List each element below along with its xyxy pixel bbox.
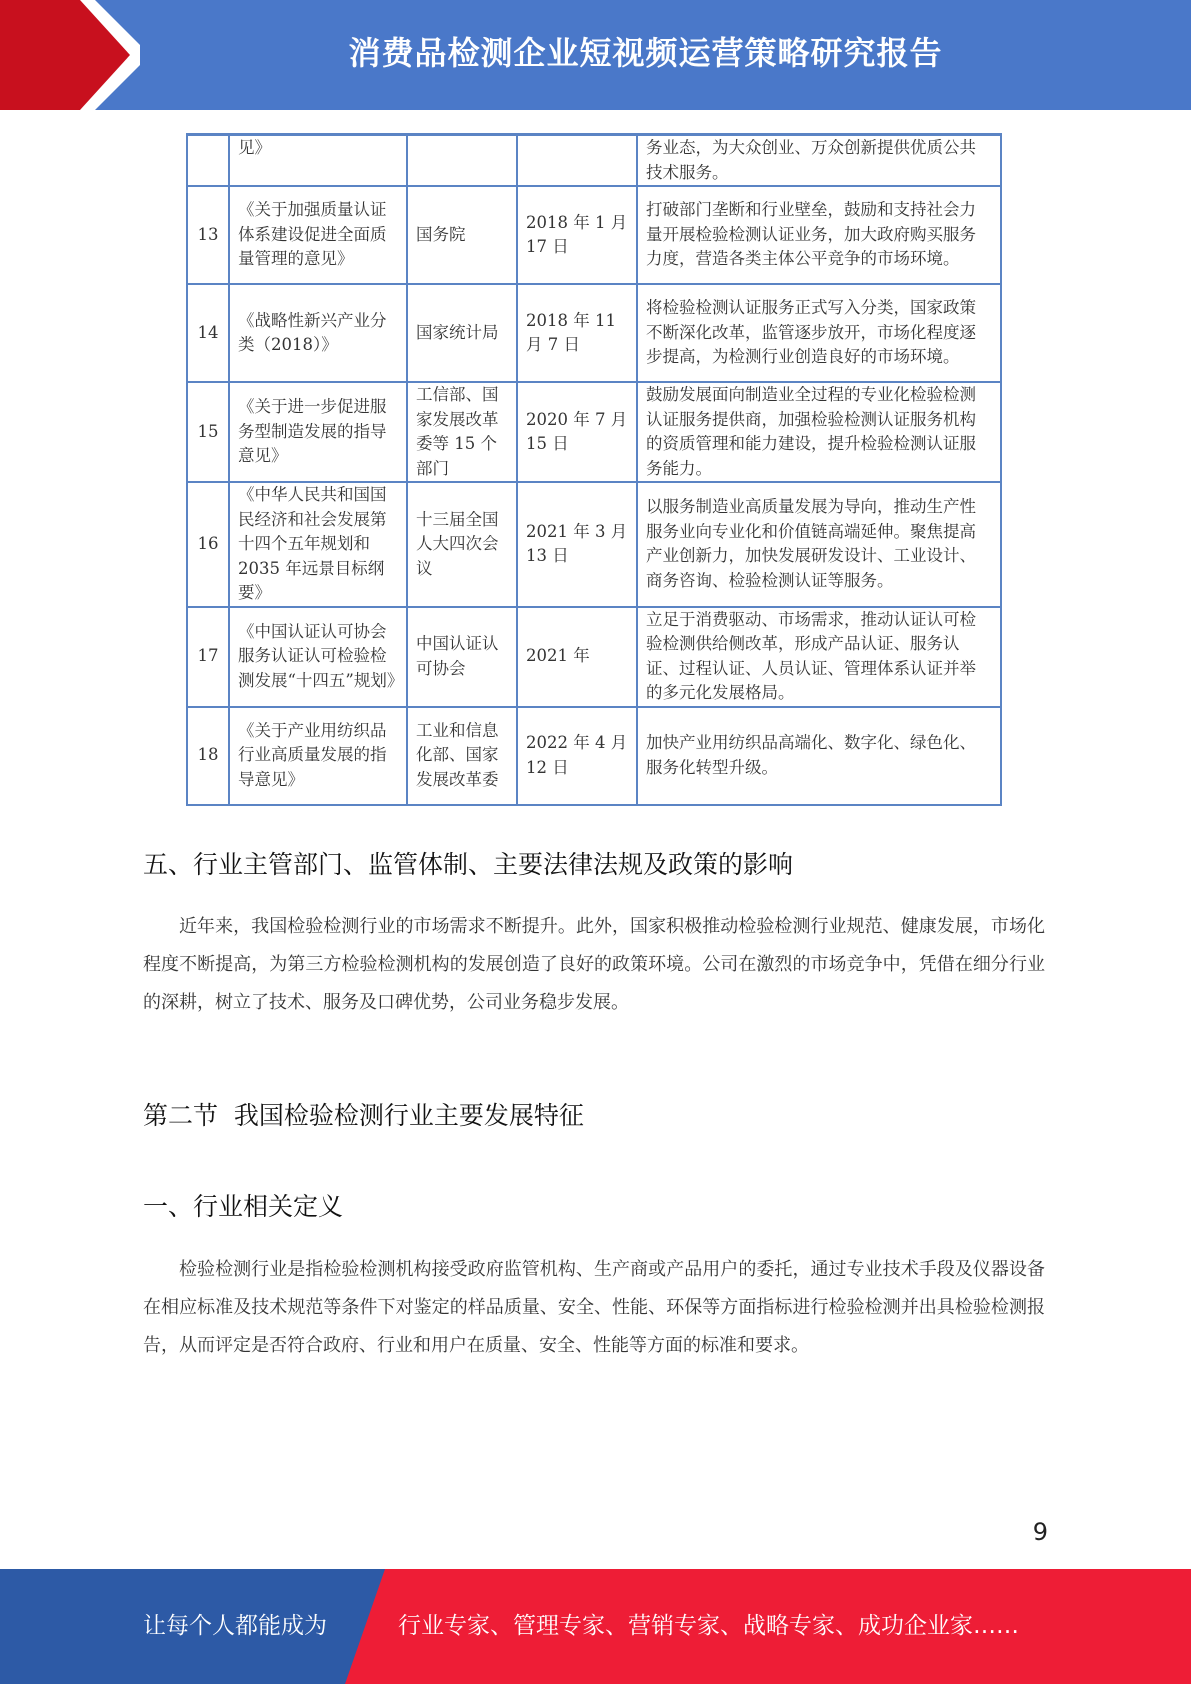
table-cell-date: 2018 年 1 月 17 日 <box>517 186 637 284</box>
report-title: 消费品检测企业短视频运营策略研究报告 <box>348 34 943 72</box>
table-cell-number: 16 <box>187 482 229 607</box>
table-cell-issuer: 国务院 <box>407 186 517 284</box>
table-cell-date <box>517 135 637 186</box>
table-cell-content: 鼓励发展面向制造业全过程的专业化检验检测认证服务提供商，加强检验检测认证服务机构的资质管理和能力建设，提升检验检测认证服务能力。 <box>637 382 1001 482</box>
table-cell-issuer <box>407 135 517 186</box>
section-heading-regulation: 五、行业主管部门、监管体制、主要法律法规及政策的影响 <box>143 850 794 879</box>
table-cell-policy-name: 《关于产业用纺织品行业高质量发展的指导意见》 <box>229 707 407 805</box>
section-heading-definition: 一、行业相关定义 <box>143 1192 344 1221</box>
footer-slogan-right: 行业专家、管理专家、营销专家、战略专家、成功企业家…… <box>398 1613 1019 1639</box>
footer-banner <box>0 1569 1191 1684</box>
header-arrow-decoration <box>0 0 140 110</box>
header-banner <box>0 0 1191 110</box>
table-cell-policy-name: 《关于加强质量认证体系建设促进全面质量管理的意见》 <box>229 186 407 284</box>
table-row <box>187 382 1001 482</box>
table-cell-issuer: 工信部、国家发展改革委等 15 个部门 <box>407 382 517 482</box>
table-row <box>187 186 1001 284</box>
table-cell-content: 打破部门垄断和行业壁垒，鼓励和支持社会力量开展检验检测认证业务，加大政府购买服务力度，营造各类主体公平竞争的市场环境。 <box>637 186 1001 284</box>
table-cell-content: 立足于消费驱动、市场需求，推动认证认可检验检测供给侧改革，形成产品认证、服务认证、过程认证、人员认证、管理体系认证并举的多元化发展格局。 <box>637 607 1001 707</box>
table-cell-policy-name: 《战略性新兴产业分类（2018）》 <box>229 284 407 382</box>
table-cell-policy-name: 见》 <box>229 135 407 186</box>
table-cell-issuer: 工业和信息化部、国家发展改革委 <box>407 707 517 805</box>
section-heading-features: 第二节 我国检验检测行业主要发展特征 <box>143 1101 584 1130</box>
table-cell-content: 务业态，为大众创业、万众创新提供优质公共技术服务。 <box>637 135 1001 186</box>
table-cell-number: 14 <box>187 284 229 382</box>
table-cell-policy-name: 《关于进一步促进服务型制造发展的指导意见》 <box>229 382 407 482</box>
table-cell-policy-name: 《中国认证认可协会服务认证认可检验检测发展“十四五”规划》 <box>229 607 407 707</box>
paragraph-definition: 检验检测行业是指检验检测机构接受政府监管机构、生产商或产品用户的委托，通过专业技术手段及仪器设备在相应标准及技术规范等条件下对鉴定的样品质量、安全、性能、环保等方面指标进行检验检测并出具检验检测报告，从而评定是否符合政府、行业和用户在质量、安全、性能等方面的标准和要求。 <box>143 1259 1045 1356</box>
table-cell-content: 加快产业用纺织品高端化、数字化、绿色化、服务化转型升级。 <box>637 707 1001 805</box>
table-cell-number: 15 <box>187 382 229 482</box>
table-cell-number: 13 <box>187 186 229 284</box>
table-row <box>187 707 1001 805</box>
table-cell-date: 2021 年 3 月 13 日 <box>517 482 637 607</box>
table-cell-issuer: 中国认证认可协会 <box>407 607 517 707</box>
table-cell-issuer: 十三届全国人大四次会议 <box>407 482 517 607</box>
policy-table <box>186 134 1002 806</box>
table-row <box>187 482 1001 607</box>
table-cell-policy-name: 《中华人民共和国国民经济和社会发展第十四个五年规划和 2035 年远景目标纲要》 <box>229 482 407 607</box>
table-row <box>187 607 1001 707</box>
table-cell-date: 2022 年 4 月 12 日 <box>517 707 637 805</box>
page-number: 9 <box>1032 1518 1048 1546</box>
table-cell-content: 以服务制造业高质量发展为导向，推动生产性服务业向专业化和价值链高端延伸。聚焦提高产业创新力，加快发展研发设计、工业设计、商务咨询、检验检测认证等服务。 <box>637 482 1001 607</box>
table-cell-number: 18 <box>187 707 229 805</box>
table-cell-date: 2021 年 <box>517 607 637 707</box>
paragraph-regulation: 近年来，我国检验检测行业的市场需求不断提升。此外，国家积极推动检验检测行业规范、健康发展，市场化程度不断提高，为第三方检验检测机构的发展创造了良好的政策环境。公司在激烈的市场竞争中，凭借在细分行业的深耕，树立了技术、服务及口碑优势，公司业务稳步发展。 <box>143 916 1045 1013</box>
table-cell-number: 17 <box>187 607 229 707</box>
table-row <box>187 284 1001 382</box>
table-cell-issuer: 国家统计局 <box>407 284 517 382</box>
footer-slogan-left: 让每个人都能成为 <box>143 1613 327 1639</box>
table-cell-number <box>187 135 229 186</box>
table-cell-date: 2020 年 7 月 15 日 <box>517 382 637 482</box>
table-row <box>187 135 1001 186</box>
table-cell-date: 2018 年 11 月 7 日 <box>517 284 637 382</box>
table-cell-content: 将检验检测认证服务正式写入分类，国家政策不断深化改革，监管逐步放开，市场化程度逐步提高，为检测行业创造良好的市场环境。 <box>637 284 1001 382</box>
